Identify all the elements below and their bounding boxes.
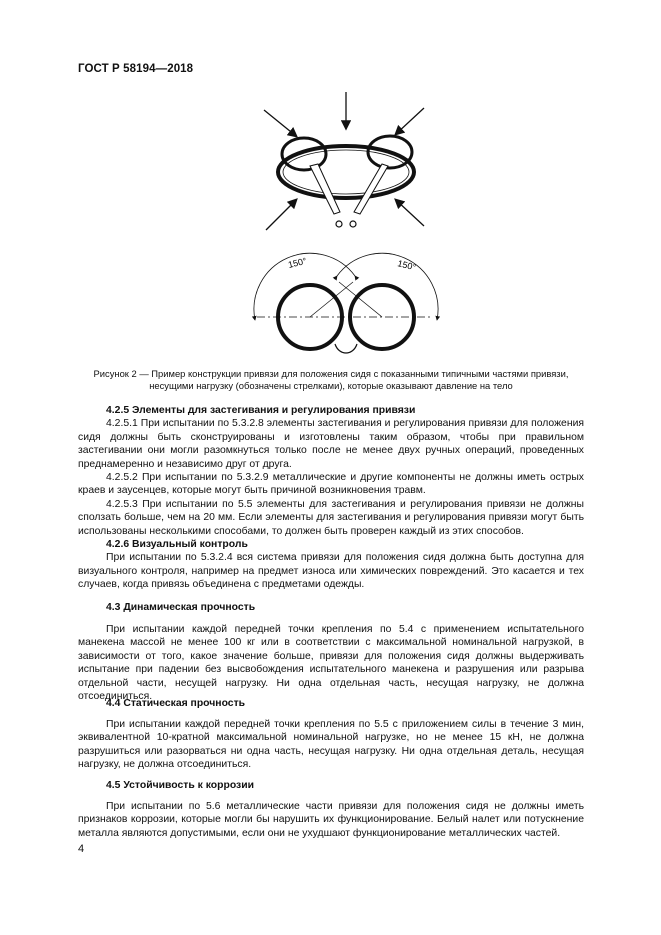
connector	[335, 344, 357, 353]
heading-4-4: 4.4 Статическая прочность	[106, 698, 246, 709]
paragraph-4-2-5-3: 4.2.5.3 При испытании по 5.5 элементы для застегивания и регулирования привязи не должны сползать больше, чем на 20 мм. Если элементы для застегивания и регулирования привязи могут быть использованы несколькими способами, то должен быть проверен каждый из этих способов.	[78, 498, 584, 537]
paragraph-4-2-5-1: 4.2.5.1 При испытании по 5.3.2.8 элементы застегивания и регулирования привязи для положения сидя должны быть сконструированы и изготовлены таким образом, чтобы при правильном застегивании они могли разомкнуться только после не менее двух ручных операций, проведенных преднамеренно и независимо друг от друга.	[78, 418, 584, 470]
heading-4-2-6: 4.2.6 Визуальный контроль	[106, 539, 248, 551]
section-4-4-body	[78, 718, 584, 772]
figure-caption: Рисунок 2 — Пример конструкции привязи для положения сидя с показанными типичными частями привязи, несущими нагрузку (обозначены стрелками), которые оказывают давление на тело	[93, 368, 569, 391]
paragraph-4-2-6: При испытании по 5.3.2.4 вся система привязи для положения сидя должна быть доступна для визуального контроля, например на предмет износа или химических повреждений. Это касается и тех случаев, когда привязь объединена с предметами одежды.	[78, 552, 584, 591]
paragraph-4-4: При испытании каждой передней точки крепления по 5.5 с приложением силы в течение 3 мин, эквивалентной 10-кратной максимальной номинальной нагрузке, но не менее 15 кН, не должна разрушиться или разорваться ни одна часть, несущая нагрузку. Ни одна отдельная деталь, несущая нагрузку, не должна отсоединиться.	[78, 719, 584, 771]
heading-4-3: 4.3 Динамическая прочность	[106, 602, 256, 613]
waist-belt	[278, 146, 414, 198]
section-4-4	[78, 697, 584, 710]
paragraph-4-3: При испытании каждой передней точки крепления по 5.4 с применением испытательного манекена массой не менее 100 кг или в соответствии с максимальной номинальной нагрузкой, в зависимости от того, какое значение больше, привязи для положения сидя должны выдерживать испытание при падении без высвобождения испытательного манекена и разрушения или разрыва отдельной части, несущей нагрузку. Ни одна отдельная часть, несущая нагрузку, не должна отсоединиться.	[78, 624, 584, 703]
strap-left	[310, 164, 340, 214]
angle-label-left: 150°	[287, 255, 308, 270]
section-4-5	[78, 779, 584, 792]
heading-4-2-5: 4.2.5 Элементы для застегивания и регулирования привязи	[106, 405, 416, 416]
load-arrow-lower-right	[396, 200, 424, 226]
paragraph-4-5: При испытании по 5.6 металлические части привязи для положения сидя не должны иметь признаков коррозии, которые могли бы нарушить их функционирование. Белый налет или потускнение металла являются допустимыми, если они не ухудшают функционирование металлических частей.	[78, 801, 584, 839]
strap-right	[354, 164, 388, 214]
attachment-ring-left	[336, 221, 342, 227]
load-arrow-upper-right	[396, 108, 424, 134]
load-arrow-lower-left	[266, 200, 296, 230]
paragraph-4-2-5-2: 4.2.5.2 При испытании по 5.3.2.9 металлические и другие компоненты не должны иметь острых краев и заусенцев, которые могут быть причиной возникновения травм.	[78, 472, 584, 497]
section-4-2-5	[78, 404, 584, 592]
load-arrow-upper-left	[264, 110, 296, 136]
document-header: ГОСТ Р 58194—2018	[78, 63, 194, 75]
angle-schematic	[245, 252, 445, 364]
page-number: 4	[78, 843, 85, 855]
heading-4-5: 4.5 Устойчивость к коррозии	[106, 780, 254, 791]
section-4-3-body	[78, 623, 584, 703]
section-4-5-body	[78, 800, 584, 840]
section-4-3	[78, 601, 584, 614]
harness-illustration	[250, 88, 430, 248]
angle-label-right: 150°	[396, 258, 418, 273]
leg-loop-left	[282, 138, 326, 170]
attachment-ring-right	[350, 221, 356, 227]
